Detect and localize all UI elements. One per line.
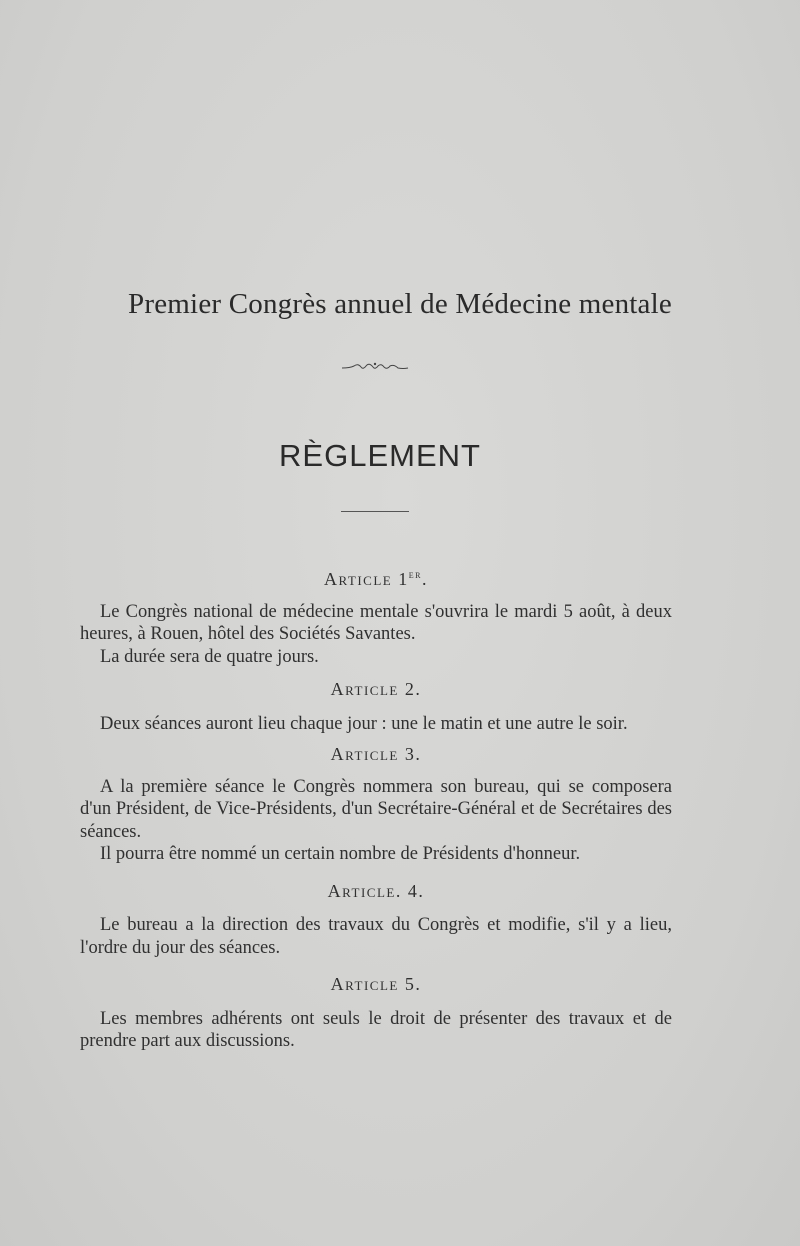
document-body <box>80 568 672 1053</box>
article-paragraph: Le Congrès national de médecine mentale s'ouvrira le mardi 5 août, à deux heures, à Rouen, hôtel des Sociétés Savantes. <box>80 601 672 644</box>
article-heading: Article 1er. <box>324 569 428 589</box>
decorative-flourish-icon <box>340 360 410 374</box>
article-heading: Article 2. <box>330 679 422 699</box>
article-paragraph: Il pourra être nommé un certain nombre de Présidents d'honneur. <box>100 844 581 864</box>
article-heading: Article. 4. <box>327 880 425 901</box>
page-heading: RÈGLEMENT <box>279 438 481 473</box>
article-heading: Article 3. <box>330 744 422 764</box>
article-paragraph: A la première séance le Congrès nommera son bureau, qui se composera d'un Président, de Vice-Présidents, d'un Secrétaire-Général et de Secrétaires des séances. <box>80 776 672 842</box>
article-paragraph: La durée sera de quatre jours. <box>100 646 319 667</box>
article-paragraph: Les membres adhérents ont seuls le droit de présenter des travaux et de prendre part aux discussions. <box>80 1008 672 1051</box>
divider <box>341 511 409 512</box>
article-paragraph: Deux séances auront lieu chaque jour : une le matin et une autre le soir. <box>100 713 628 734</box>
page-title: Premier Congrès annuel de Médecine mentale <box>128 288 672 320</box>
article-heading: Article 5. <box>330 974 422 994</box>
article-paragraph: Le bureau a la direction des travaux du Congrès et modifie, s'il y a lieu, l'ordre du jour des séances. <box>80 915 672 958</box>
